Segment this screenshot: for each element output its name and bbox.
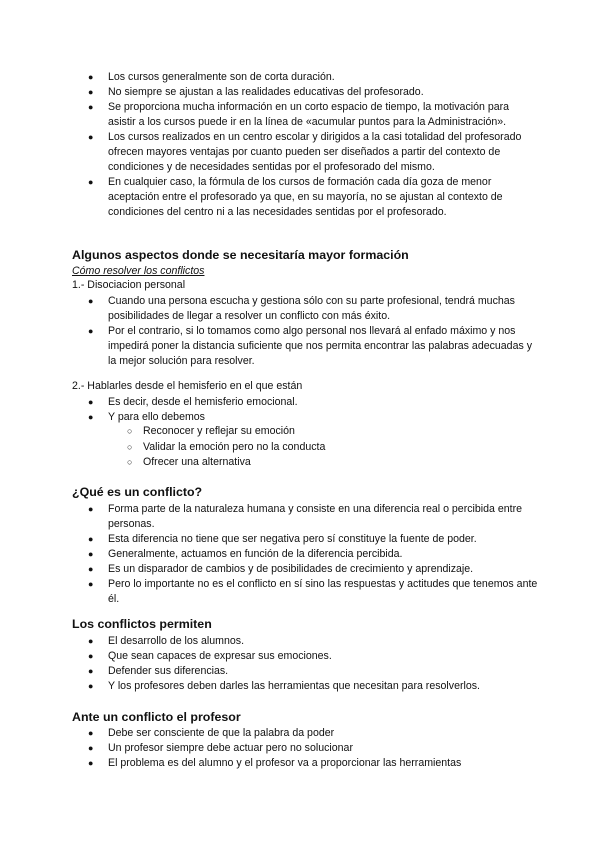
bullet-icon: ● xyxy=(88,636,94,646)
bullet-icon: ● xyxy=(88,177,94,187)
point2-list xyxy=(0,395,600,425)
bullet-icon: ● xyxy=(88,534,94,544)
list-item: ● Es decir, desde el hemisferio emocional. xyxy=(88,396,298,408)
list-item: ● El desarrollo de los alumnos. xyxy=(88,635,245,647)
point-title: 1.- Disociacion personal xyxy=(72,279,186,291)
list-item: ● Pero lo importante no es el conflicto en sí sino las respuestas y actitudes que tenemos ante él. xyxy=(88,578,538,605)
section-heading: ¿Qué es un conflicto? xyxy=(72,485,203,499)
section-heading: Ante un conflicto el profesor xyxy=(72,710,241,724)
list-item: ● Que sean capaces de expresar sus emociones. xyxy=(88,650,332,662)
permit-list xyxy=(0,634,600,694)
bullet-icon: ● xyxy=(88,326,94,336)
list-item: ● Esta diferencia no tiene que ser negativa pero sí constituye la fuente de poder. xyxy=(88,533,477,545)
bullet-icon: ● xyxy=(88,728,94,738)
bullet-icon: ● xyxy=(88,296,94,306)
bullet-icon: ● xyxy=(88,549,94,559)
bullet-icon: ● xyxy=(88,666,94,676)
bullet-icon: ● xyxy=(88,132,94,142)
list-item: ● Los cursos generalmente son de corta duración. xyxy=(88,71,335,83)
list-item: ● Debe ser consciente de que la palabra da poder xyxy=(88,727,335,739)
bullet-icon: ● xyxy=(88,87,94,97)
point1-list xyxy=(0,294,600,369)
conflict-list xyxy=(0,502,600,607)
circle-bullet-icon: ○ xyxy=(127,441,133,452)
list-item: ● Y los profesores deben darles las herramientas que necesitan para resolverlos. xyxy=(88,680,480,692)
list-item: ○ Ofrecer una alternativa xyxy=(0,455,600,471)
bullet-icon: ● xyxy=(88,412,94,422)
bullet-icon: ● xyxy=(88,651,94,661)
circle-bullet-icon: ○ xyxy=(127,426,133,436)
circle-bullet-icon: ○ xyxy=(127,457,133,467)
list-item: ● Generalmente, actuamos en función de la diferencia percibida. xyxy=(88,548,403,560)
teacher-list xyxy=(0,726,600,771)
list-item: ● Los cursos realizados en un centro escolar y dirigidos a la casi totalidad del profesorado ofrecen mayores ventajas por cuanto pueden ser diseñados a partir del contexto de condiciones y de necesidades sentidas por el profesorado del mismo. xyxy=(88,131,522,173)
list-item: ○ Reconocer y reflejar su emoción xyxy=(0,424,600,440)
bullet-icon: ● xyxy=(88,743,94,753)
section-heading: Los conflictos permiten xyxy=(72,617,212,631)
bullet-icon: ● xyxy=(88,397,94,407)
bullet-icon: ● xyxy=(88,564,94,574)
bullet-icon: ● xyxy=(88,758,94,768)
point2-sublist xyxy=(0,424,600,471)
list-item: ● Cuando una persona escucha y gestiona sólo con su parte profesional, tendrá muchas posibilidades de llegar a resolver un conflicto con más éxito. xyxy=(88,295,515,322)
list-item: ○ Validar la emoción pero no la conducta xyxy=(0,440,600,456)
bullet-icon: ● xyxy=(88,579,94,589)
section-heading: Algunos aspectos donde se necesitaría mayor formación xyxy=(72,248,409,262)
section-subheading: Cómo resolver los conflictos xyxy=(72,265,205,277)
intro-list xyxy=(0,70,600,220)
bullet-icon: ● xyxy=(88,504,94,514)
bullet-icon: ● xyxy=(88,72,94,82)
list-item: ● Por el contrario, si lo tomamos como algo personal nos llevará al enfado máximo y nos impedirá poner la distancia suficiente que nos permita encontrar las palabras adecuadas y la mejor solución para resolver. xyxy=(88,325,532,367)
list-item: ● Defender sus diferencias. xyxy=(88,665,229,677)
list-item: ● Se proporciona mucha información en un corto espacio de tiempo, la motivación para asistir a los cursos puede ir en la línea de «acumular puntos para la Administración». xyxy=(88,101,510,128)
list-item: ● El problema es del alumno y el profesor va a proporcionar las herramientas xyxy=(88,757,462,769)
list-item: ● Es un disparador de cambios y de posibilidades de crecimiento y aprendizaje. xyxy=(88,563,474,575)
list-item: ● Forma parte de la naturaleza humana y consiste en una diferencia real o percibida entre personas. xyxy=(88,503,522,530)
list-item: ● Un profesor siempre debe actuar pero no solucionar xyxy=(88,742,353,754)
list-item: ● En cualquier caso, la fórmula de los cursos de formación cada día goza de menor aceptación entre el profesorado ya que, en su mayoría, no se ajustan al contexto de condiciones del centro ni a las necesidades sentidas por el profesorado. xyxy=(88,176,503,218)
bullet-icon: ● xyxy=(88,681,94,691)
bullet-icon: ● xyxy=(88,102,94,112)
list-item: ● No siempre se ajustan a las realidades educativas del profesorado. xyxy=(88,86,424,98)
list-item: ● Y para ello debemos xyxy=(88,411,205,423)
point-title: 2.- Hablarles desde el hemisferio en el que están xyxy=(72,380,303,392)
